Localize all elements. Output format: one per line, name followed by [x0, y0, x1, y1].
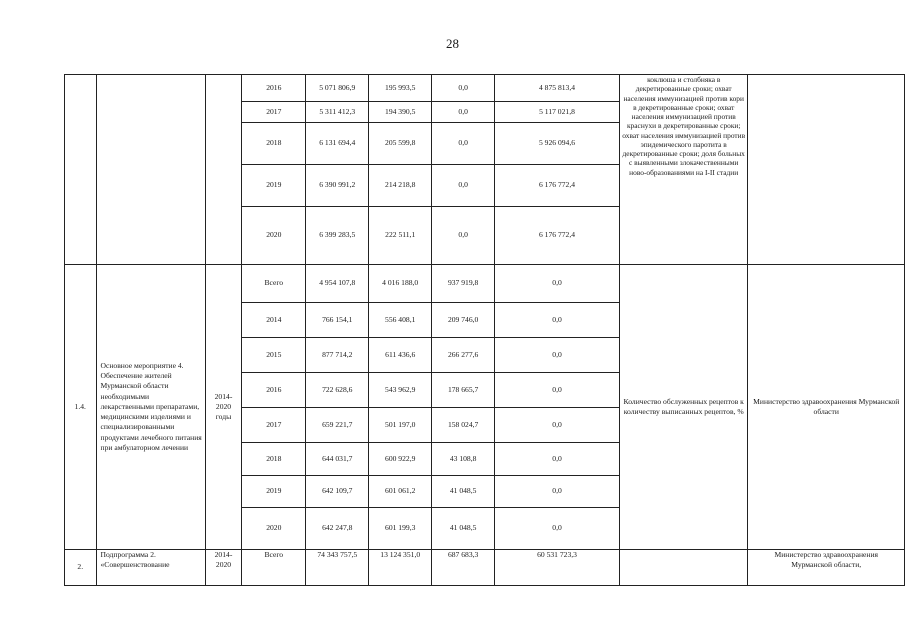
table-row — [65, 550, 905, 586]
year-cell: 2019 — [242, 476, 306, 508]
total-cell: 877 714,2 — [306, 338, 369, 373]
other-cell: 0,0 — [495, 265, 620, 303]
federal-cell: 195 993,5 — [369, 75, 432, 102]
period-cell — [205, 550, 242, 586]
other-cell: 60 531 723,3 — [495, 550, 620, 586]
year-cell: 2018 — [242, 443, 306, 476]
regional-cell: 0,0 — [432, 165, 495, 207]
name-cell — [96, 550, 205, 586]
total-cell: 6 131 694,4 — [306, 123, 369, 165]
indicator-cell: коклюша и столбняка в декретированные сроки; охват населения иммунизацией против кори в декретированные сроки; охват населения иммунизацией против краснухи в декретированные сроки; охват населения иммунизацией против эпидемического паротита в декретированные сроки; доля больных с выявленными злокачественными ново-образованиями на I-II стадии — [619, 75, 748, 265]
regional-cell: 43 108,8 — [432, 443, 495, 476]
table-row — [65, 75, 905, 102]
federal-cell: 205 599,8 — [369, 123, 432, 165]
year-cell: 2016 — [242, 75, 306, 102]
year-cell: 2017 — [242, 408, 306, 443]
year-cell: 2016 — [242, 373, 306, 408]
year-cell: 2020 — [242, 207, 306, 265]
program-table — [64, 74, 905, 586]
table-row — [65, 265, 905, 303]
regional-cell: 0,0 — [432, 102, 495, 123]
other-cell: 5 117 021,8 — [495, 102, 620, 123]
other-cell: 0,0 — [495, 338, 620, 373]
federal-cell: 501 197,0 — [369, 408, 432, 443]
total-cell: 766 154,1 — [306, 303, 369, 338]
regional-cell: 41 048,5 — [432, 508, 495, 550]
federal-cell: 543 962,9 — [369, 373, 432, 408]
period-line: 2014- — [214, 550, 233, 559]
regional-cell: 0,0 — [432, 123, 495, 165]
year-cell: 2018 — [242, 123, 306, 165]
regional-cell: 41 048,5 — [432, 476, 495, 508]
other-cell: 0,0 — [495, 408, 620, 443]
total-cell: 642 109,7 — [306, 476, 369, 508]
federal-cell: 600 922,9 — [369, 443, 432, 476]
regional-cell: 0,0 — [432, 75, 495, 102]
total-cell: 642 247,8 — [306, 508, 369, 550]
year-cell: Всего — [242, 265, 306, 303]
year-cell: Всего — [242, 550, 306, 586]
federal-cell: 611 436,6 — [369, 338, 432, 373]
other-cell: 0,0 — [495, 476, 620, 508]
federal-cell: 556 408,1 — [369, 303, 432, 338]
executor-cell — [748, 550, 905, 586]
other-cell: 0,0 — [495, 508, 620, 550]
period-cell: 2014-2020 годы — [205, 265, 242, 550]
other-cell: 0,0 — [495, 373, 620, 408]
other-cell: 0,0 — [495, 303, 620, 338]
regional-cell: 687 683,3 — [432, 550, 495, 586]
total-cell: 74 343 757,5 — [306, 550, 369, 586]
number-cell — [65, 75, 97, 265]
federal-cell: 194 390,5 — [369, 102, 432, 123]
total-cell: 6 399 283,5 — [306, 207, 369, 265]
page-number: 28 — [446, 36, 459, 51]
name-cell — [96, 75, 205, 265]
total-cell: 722 628,6 — [306, 373, 369, 408]
regional-cell: 266 277,6 — [432, 338, 495, 373]
year-cell: 2017 — [242, 102, 306, 123]
number-cell: 1.4. — [65, 265, 97, 550]
other-cell: 5 926 094,6 — [495, 123, 620, 165]
name-cell: Основное мероприятие 4. Обеспечение жителей Мурманской области необходимыми лекарственными препаратами, медицинскими изделиями и специализированными продуктами лечебного питания при амбулаторном лечении — [96, 265, 205, 550]
period-cell — [205, 75, 242, 265]
executor-cell: Министерство здравоохранения Мурманской области — [748, 265, 905, 550]
federal-cell: 601 199,3 — [369, 508, 432, 550]
federal-cell: 13 124 351,0 — [369, 550, 432, 586]
federal-cell: 222 511,1 — [369, 207, 432, 265]
other-cell: 0,0 — [495, 443, 620, 476]
total-cell: 5 071 806,9 — [306, 75, 369, 102]
year-cell: 2015 — [242, 338, 306, 373]
other-cell: 6 176 772,4 — [495, 207, 620, 265]
regional-cell: 178 665,7 — [432, 373, 495, 408]
executor-cell — [748, 75, 905, 265]
total-cell: 5 311 412,3 — [306, 102, 369, 123]
total-cell: 6 390 991,2 — [306, 165, 369, 207]
regional-cell: 0,0 — [432, 207, 495, 265]
total-cell: 4 954 107,8 — [306, 265, 369, 303]
executor-line: Министерство здравоохранения — [774, 550, 879, 559]
year-cell: 2014 — [242, 303, 306, 338]
executor-line: Мурманской области, — [791, 560, 862, 570]
year-cell: 2020 — [242, 508, 306, 550]
federal-cell: 4 016 188,0 — [369, 265, 432, 303]
regional-cell: 158 024,7 — [432, 408, 495, 443]
regional-cell: 937 919,8 — [432, 265, 495, 303]
number-cell: 2. — [65, 550, 97, 586]
total-cell: 659 221,7 — [306, 408, 369, 443]
year-cell: 2019 — [242, 165, 306, 207]
subprogram-title-cont: «Совершенствование — [100, 560, 170, 570]
indicator-cell — [619, 550, 748, 586]
federal-cell: 601 061,2 — [369, 476, 432, 508]
regional-cell: 209 746,0 — [432, 303, 495, 338]
subprogram-title: Подпрограмма 2. — [100, 550, 156, 559]
other-cell: 4 875 813,4 — [495, 75, 620, 102]
period-line: 2020 — [215, 560, 232, 570]
indicator-cell: Количество обслуженных рецептов к количеству выписанных рецептов, % — [619, 265, 748, 550]
other-cell: 6 176 772,4 — [495, 165, 620, 207]
total-cell: 644 031,7 — [306, 443, 369, 476]
federal-cell: 214 218,8 — [369, 165, 432, 207]
